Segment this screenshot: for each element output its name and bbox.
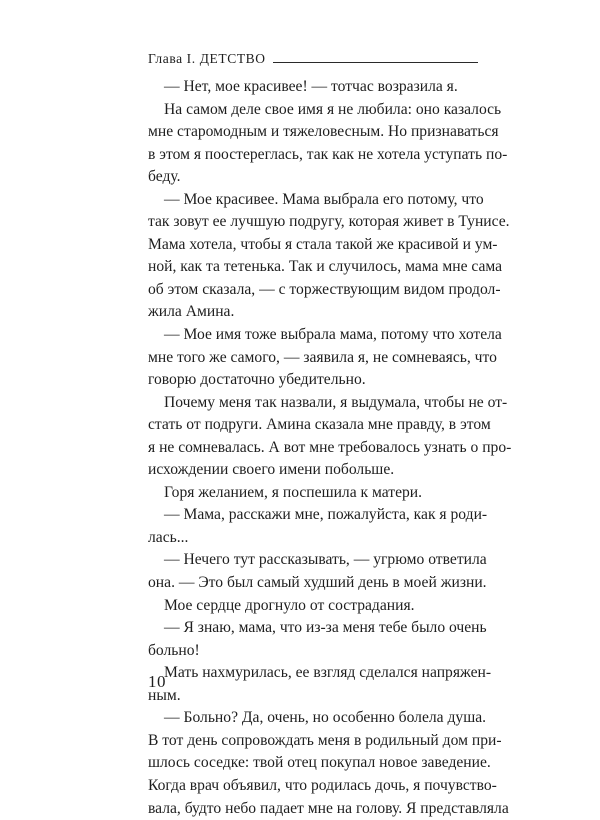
text-line: Мое сердце дрогнуло от сострадания.	[148, 595, 478, 618]
text-line: лась...	[148, 527, 478, 550]
text-line: мне того же самого, — заявила я, не сомневаясь, что	[148, 347, 478, 370]
text-line: — Нет, мое красивее! — тотчас возразила я.	[148, 76, 478, 99]
text-line: Горя желанием, я поспешила к матери.	[148, 482, 478, 505]
text-line: — Мама, расскажи мне, пожалуйста, как я роди-	[148, 504, 478, 527]
text-line: так зовут ее лучшую подругу, которая живет в Тунисе.	[148, 211, 478, 234]
text-line: ной, как та тетенька. Так и случилось, мама мне сама	[148, 256, 478, 279]
text-line: стать от подруги. Амина сказала мне правду, в этом	[148, 414, 478, 437]
header-rule	[273, 62, 478, 63]
text-line: Мать нахмурилась, ее взгляд сделался напряжен-	[148, 662, 478, 685]
body-text	[148, 76, 478, 820]
text-line: об этом сказала, — с торжествующим видом продол-	[148, 279, 478, 302]
text-line: мне старомодным и тяжеловесным. Но признаваться	[148, 121, 478, 144]
text-line: — Я знаю, мама, что из-за меня тебе было очень	[148, 617, 478, 640]
text-line: исхождении своего имени побольше.	[148, 459, 478, 482]
chapter-title: Глава I. ДЕТСТВО	[148, 51, 266, 67]
text-line: — Больно? Да, очень, но особенно болела душа.	[148, 707, 478, 730]
text-line: — Мое имя тоже выбрала мама, потому что хотела	[148, 324, 478, 347]
running-head	[148, 47, 478, 67]
text-line: шлось соседке: твой отец покупал новое заведение.	[148, 752, 478, 775]
text-line: беду.	[148, 166, 478, 189]
text-line: она. — Это был самый худший день в моей жизни.	[148, 572, 478, 595]
text-line: Почему меня так назвали, я выдумала, чтобы не от-	[148, 392, 478, 415]
text-line: я не сомневалась. А вот мне требовалось узнать о про-	[148, 437, 478, 460]
text-line: Когда врач объявил, что родилась дочь, я почувство-	[148, 775, 478, 798]
text-line: Мама хотела, чтобы я стала такой же красивой и ум-	[148, 234, 478, 257]
page-number: 10	[148, 672, 166, 692]
text-line: На самом деле свое имя я не любила: оно казалось	[148, 99, 478, 122]
text-line: жила Амина.	[148, 301, 478, 324]
text-line: — Мое красивее. Мама выбрала его потому, что	[148, 189, 478, 212]
text-line: ным.	[148, 685, 478, 708]
text-line: говорю достаточно убедительно.	[148, 369, 478, 392]
text-line: В тот день сопровождать меня в родильный дом при-	[148, 730, 478, 753]
text-line: в этом я поостереглась, так как не хотела уступать по-	[148, 144, 478, 167]
text-line: больно!	[148, 640, 478, 663]
text-line: вала, будто небо падает мне на голову. Я представляла	[148, 798, 478, 820]
text-line: — Нечего тут рассказывать, — угрюмо ответила	[148, 549, 478, 572]
